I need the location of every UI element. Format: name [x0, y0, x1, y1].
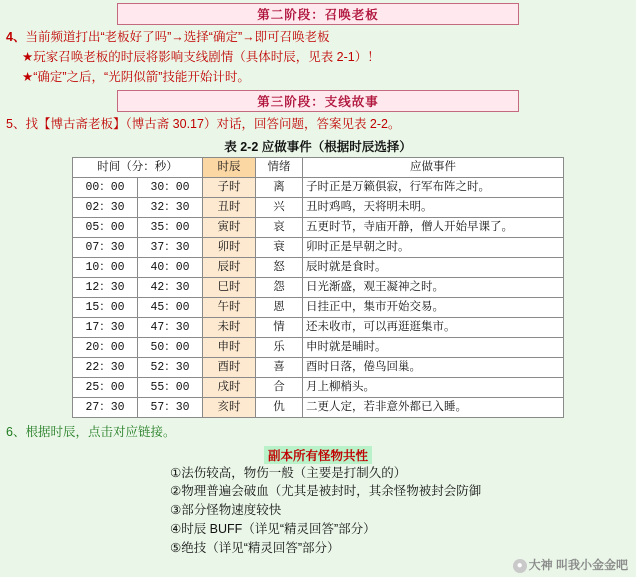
cell-event: 丑时鸡鸣，天将明未明。 [303, 197, 564, 217]
watermark-text: 大神 叫我小金金吧 [528, 558, 628, 572]
stage3-line-5-text: 5、找【博古斋老板】（博古斋 30.17）对话，回答问题，答案见表 2-2。 [6, 117, 401, 132]
cell-event: 卯时正是早朝之时。 [303, 237, 564, 257]
stage2-line-2-text: ★玩家召唤老板的时辰将影响支线剧情（具体时辰，见表 2-1）！ [22, 50, 380, 65]
cell-shichen: 辰时 [203, 257, 256, 277]
cell-shichen: 巳时 [203, 277, 256, 297]
stage2-header: 第二阶段：召唤老板 [117, 3, 519, 25]
cell-emotion: 离 [256, 177, 303, 197]
stage2-line-1 [0, 27, 636, 47]
cell-emotion: 怒 [256, 257, 303, 277]
table-row [73, 197, 564, 217]
cell-emotion: 喜 [256, 357, 303, 377]
cell-time-start: 17：30 [73, 317, 138, 337]
stage2-line-1-text: 当前频道打出“老板好了吗”→选择“确定”→即可召唤老板 [25, 30, 330, 44]
list-item: ①法伤较高，物伤一般（主要是打制久的） [170, 465, 407, 480]
table-row [73, 377, 564, 397]
cell-event: 辰时就是食时。 [303, 257, 564, 277]
list-item: ②物理普遍会破血（尤其是被封时，其余怪物被封会防御 [170, 484, 482, 499]
cell-event: 申时就是晡时。 [303, 337, 564, 357]
table-row [73, 397, 564, 417]
table-row [73, 237, 564, 257]
stage3-line-5 [0, 114, 636, 134]
cell-time-end: 35：00 [138, 217, 203, 237]
cell-emotion: 合 [256, 377, 303, 397]
stage3-line-6 [0, 422, 636, 442]
cell-event: 子时正是万籁俱寂，行军布阵之时。 [303, 177, 564, 197]
cell-shichen: 酉时 [203, 357, 256, 377]
table-row [73, 277, 564, 297]
stage2-line-3 [0, 67, 636, 87]
cell-time-start: 27：30 [73, 397, 138, 417]
cell-time-start: 02：30 [73, 197, 138, 217]
stage2-line-1-number: 4、 [6, 30, 26, 44]
stage3-line-6-text: 6、根据时辰，点击对应链接。 [6, 424, 176, 439]
cell-time-start: 25：00 [73, 377, 138, 397]
list-item: ⑤绝技（详见“精灵回答”部分） [170, 540, 340, 555]
list-item: ④时辰 BUFF（详见“精灵回答”部分） [170, 521, 376, 536]
table-row [73, 317, 564, 337]
table-row [73, 297, 564, 317]
cell-time-start: 05：00 [73, 217, 138, 237]
cell-time-start: 07：30 [73, 237, 138, 257]
cell-shichen: 戌时 [203, 377, 256, 397]
cell-event: 日挂正中，集市开始交易。 [303, 297, 564, 317]
cell-shichen: 未时 [203, 317, 256, 337]
watermark-icon: ● [513, 559, 527, 573]
table-row [73, 177, 564, 197]
cell-time-end: 50：00 [138, 337, 203, 357]
cell-shichen: 亥时 [203, 397, 256, 417]
table-header-row [73, 157, 564, 177]
cell-emotion: 仇 [256, 397, 303, 417]
cell-emotion: 怨 [256, 277, 303, 297]
cell-time-end: 40：00 [138, 257, 203, 277]
table-row [73, 257, 564, 277]
stage2-line-2 [0, 47, 636, 67]
table-row [73, 357, 564, 377]
cell-event: 五更时节，寺庙开静，僧人开始早课了。 [303, 217, 564, 237]
events-table [72, 157, 564, 418]
cell-shichen: 卯时 [203, 237, 256, 257]
cell-emotion: 乐 [256, 337, 303, 357]
cell-shichen: 丑时 [203, 197, 256, 217]
cell-time-end: 30：00 [138, 177, 203, 197]
stage2-line-3-text: ★“确定”之后，“光阴似箭”技能开始计时。 [22, 70, 250, 85]
cell-time-end: 47：30 [138, 317, 203, 337]
cell-time-end: 37：30 [138, 237, 203, 257]
cell-shichen: 午时 [203, 297, 256, 317]
table-row [73, 337, 564, 357]
cell-event: 酉时日落，倦鸟回巢。 [303, 357, 564, 377]
cell-time-start: 15：00 [73, 297, 138, 317]
col-emotion: 情绪 [256, 157, 303, 177]
cell-time-end: 32：30 [138, 197, 203, 217]
list-item: ③部分怪物速度较快 [170, 503, 282, 518]
cell-event: 日光渐盛，观王凝神之时。 [303, 277, 564, 297]
cell-shichen: 寅时 [203, 217, 256, 237]
common-traits-title: 副本所有怪物共性 [264, 446, 372, 464]
watermark [513, 556, 628, 573]
cell-time-end: 45：00 [138, 297, 203, 317]
cell-shichen: 子时 [203, 177, 256, 197]
cell-emotion: 恩 [256, 297, 303, 317]
table-row [73, 217, 564, 237]
cell-emotion: 情 [256, 317, 303, 337]
cell-event: 月上柳梢头。 [303, 377, 564, 397]
cell-emotion: 哀 [256, 217, 303, 237]
cell-shichen: 申时 [203, 337, 256, 357]
col-time: 时间（分：秒） [73, 157, 203, 177]
cell-event: 还未收市，可以再逛逛集市。 [303, 317, 564, 337]
cell-time-end: 42：30 [138, 277, 203, 297]
cell-time-end: 55：00 [138, 377, 203, 397]
cell-emotion: 衰 [256, 237, 303, 257]
cell-time-start: 22：30 [73, 357, 138, 377]
document-page [0, 3, 636, 577]
cell-time-start: 20：00 [73, 337, 138, 357]
cell-time-start: 12：30 [73, 277, 138, 297]
cell-event: 二更人定，若非意外都已入睡。 [303, 397, 564, 417]
cell-emotion: 兴 [256, 197, 303, 217]
common-traits-title-wrap [0, 446, 636, 464]
stage3-header: 第三阶段：支线故事 [117, 90, 519, 112]
cell-time-start: 00：00 [73, 177, 138, 197]
cell-time-start: 10：00 [73, 257, 138, 277]
table-title: 表 2-2 应做事件（根据时辰选择） [224, 139, 412, 154]
col-event: 应做事件 [303, 157, 564, 177]
cell-time-end: 52：30 [138, 357, 203, 377]
common-traits-list [0, 464, 636, 558]
cell-time-end: 57：30 [138, 397, 203, 417]
col-shichen: 时辰 [203, 157, 256, 177]
